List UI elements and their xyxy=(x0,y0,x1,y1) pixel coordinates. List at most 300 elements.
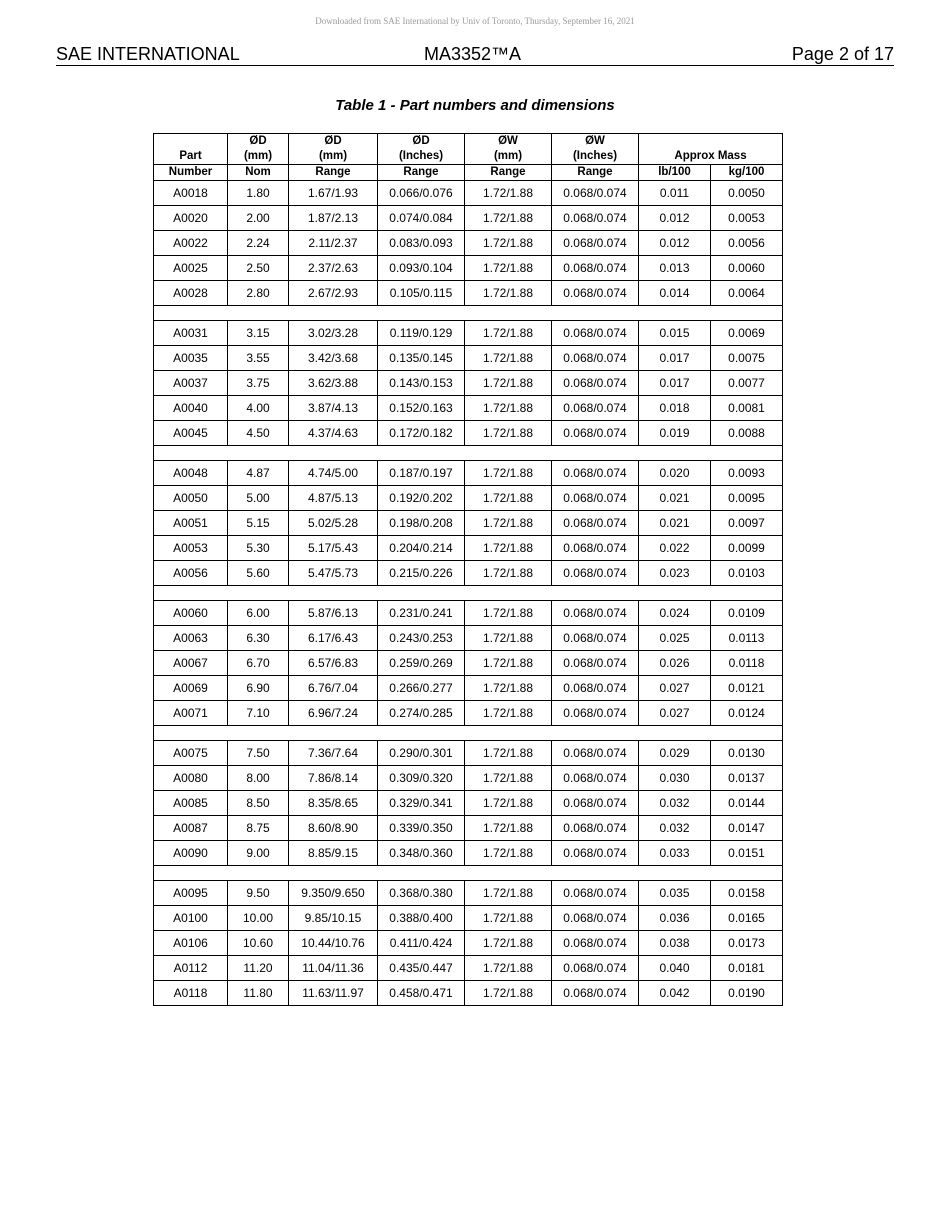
header-org: SAE INTERNATIONAL xyxy=(56,44,240,64)
mass-kg: 0.0050 xyxy=(711,181,783,206)
ow-range-in: 0.068/0.074 xyxy=(552,791,639,816)
mass-lb: 0.017 xyxy=(639,371,711,396)
download-watermark: Downloaded from SAE International by Univ of Toronto, Thursday, September 16, 2021 xyxy=(315,16,635,26)
table-row xyxy=(154,931,783,956)
od-range-in: 0.231/0.241 xyxy=(378,601,465,626)
od-nom: 2.00 xyxy=(228,206,289,231)
mass-lb: 0.018 xyxy=(639,396,711,421)
ow-range-mm: 1.72/1.88 xyxy=(465,281,552,306)
group-spacer-row xyxy=(154,586,783,601)
mass-kg: 0.0093 xyxy=(711,461,783,486)
ow-range-mm: 1.72/1.88 xyxy=(465,461,552,486)
mass-lb: 0.032 xyxy=(639,816,711,841)
ow-range-mm: 1.72/1.88 xyxy=(465,231,552,256)
ow-range-in: 0.068/0.074 xyxy=(552,906,639,931)
od-range-mm: 5.87/6.13 xyxy=(289,601,378,626)
table-row xyxy=(154,486,783,511)
part-number: A0095 xyxy=(154,881,228,906)
header-lb-per-100: lb/100 xyxy=(639,165,711,181)
table-row xyxy=(154,651,783,676)
od-range-in: 0.215/0.226 xyxy=(378,561,465,586)
od-nom: 5.60 xyxy=(228,561,289,586)
table-row xyxy=(154,741,783,766)
od-range-in: 0.119/0.129 xyxy=(378,321,465,346)
ow-range-in: 0.068/0.074 xyxy=(552,231,639,256)
od-nom: 8.00 xyxy=(228,766,289,791)
header-od-range-mm: ØD (mm) xyxy=(289,134,378,165)
table-row xyxy=(154,181,783,206)
mass-kg: 0.0165 xyxy=(711,906,783,931)
od-nom: 4.00 xyxy=(228,396,289,421)
od-range-in: 0.274/0.285 xyxy=(378,701,465,726)
mass-kg: 0.0151 xyxy=(711,841,783,866)
mass-lb: 0.027 xyxy=(639,701,711,726)
part-number: A0106 xyxy=(154,931,228,956)
od-nom: 8.75 xyxy=(228,816,289,841)
ow-range-in: 0.068/0.074 xyxy=(552,256,639,281)
ow-range-in: 0.068/0.074 xyxy=(552,956,639,981)
spacer-cell xyxy=(154,306,783,321)
mass-kg: 0.0130 xyxy=(711,741,783,766)
od-nom: 5.30 xyxy=(228,536,289,561)
od-nom: 6.70 xyxy=(228,651,289,676)
mass-kg: 0.0099 xyxy=(711,536,783,561)
od-range-mm: 7.36/7.64 xyxy=(289,741,378,766)
ow-range-mm: 1.72/1.88 xyxy=(465,511,552,536)
part-number: A0040 xyxy=(154,396,228,421)
ow-range-in: 0.068/0.074 xyxy=(552,741,639,766)
od-range-mm: 9.350/9.650 xyxy=(289,881,378,906)
table-row xyxy=(154,321,783,346)
ow-range-in: 0.068/0.074 xyxy=(552,511,639,536)
mass-lb: 0.040 xyxy=(639,956,711,981)
ow-range-in: 0.068/0.074 xyxy=(552,561,639,586)
mass-lb: 0.027 xyxy=(639,676,711,701)
od-range-in: 0.143/0.153 xyxy=(378,371,465,396)
od-range-mm: 9.85/10.15 xyxy=(289,906,378,931)
od-range-mm: 1.67/1.93 xyxy=(289,181,378,206)
od-range-in: 0.093/0.104 xyxy=(378,256,465,281)
ow-range-in: 0.068/0.074 xyxy=(552,841,639,866)
ow-range-in: 0.068/0.074 xyxy=(552,346,639,371)
od-range-mm: 4.37/4.63 xyxy=(289,421,378,446)
ow-range-mm: 1.72/1.88 xyxy=(465,701,552,726)
ow-range-mm: 1.72/1.88 xyxy=(465,816,552,841)
group-spacer-row xyxy=(154,446,783,461)
od-nom: 8.50 xyxy=(228,791,289,816)
mass-kg: 0.0056 xyxy=(711,231,783,256)
ow-range-in: 0.068/0.074 xyxy=(552,881,639,906)
mass-lb: 0.021 xyxy=(639,511,711,536)
mass-lb: 0.032 xyxy=(639,791,711,816)
ow-range-in: 0.068/0.074 xyxy=(552,281,639,306)
part-number: A0050 xyxy=(154,486,228,511)
ow-range-mm: 1.72/1.88 xyxy=(465,981,552,1006)
od-range-in: 0.309/0.320 xyxy=(378,766,465,791)
ow-range-mm: 1.72/1.88 xyxy=(465,651,552,676)
part-number: A0087 xyxy=(154,816,228,841)
table-row xyxy=(154,841,783,866)
ow-range-mm: 1.72/1.88 xyxy=(465,486,552,511)
mass-lb: 0.036 xyxy=(639,906,711,931)
table-row xyxy=(154,461,783,486)
ow-range-mm: 1.72/1.88 xyxy=(465,396,552,421)
od-range-mm: 3.62/3.88 xyxy=(289,371,378,396)
od-range-in: 0.105/0.115 xyxy=(378,281,465,306)
od-range-mm: 4.74/5.00 xyxy=(289,461,378,486)
mass-kg: 0.0103 xyxy=(711,561,783,586)
mass-lb: 0.013 xyxy=(639,256,711,281)
mass-kg: 0.0121 xyxy=(711,676,783,701)
od-range-in: 0.074/0.084 xyxy=(378,206,465,231)
od-range-mm: 11.04/11.36 xyxy=(289,956,378,981)
ow-range-mm: 1.72/1.88 xyxy=(465,881,552,906)
spacer-cell xyxy=(154,726,783,741)
table-row xyxy=(154,906,783,931)
ow-range-in: 0.068/0.074 xyxy=(552,321,639,346)
od-nom: 10.00 xyxy=(228,906,289,931)
mass-kg: 0.0053 xyxy=(711,206,783,231)
od-range-mm: 3.02/3.28 xyxy=(289,321,378,346)
od-nom: 11.80 xyxy=(228,981,289,1006)
od-nom: 3.15 xyxy=(228,321,289,346)
ow-range-in: 0.068/0.074 xyxy=(552,676,639,701)
table-row xyxy=(154,701,783,726)
od-nom: 10.60 xyxy=(228,931,289,956)
od-range-mm: 5.17/5.43 xyxy=(289,536,378,561)
od-range-mm: 1.87/2.13 xyxy=(289,206,378,231)
od-range-in: 0.187/0.197 xyxy=(378,461,465,486)
od-range-in: 0.388/0.400 xyxy=(378,906,465,931)
part-number: A0069 xyxy=(154,676,228,701)
od-range-in: 0.152/0.163 xyxy=(378,396,465,421)
table-row xyxy=(154,396,783,421)
mass-lb: 0.012 xyxy=(639,206,711,231)
ow-range-mm: 1.72/1.88 xyxy=(465,561,552,586)
ow-range-mm: 1.72/1.88 xyxy=(465,206,552,231)
header-od-range-in: ØD (Inches) xyxy=(378,134,465,165)
ow-range-in: 0.068/0.074 xyxy=(552,701,639,726)
od-range-mm: 2.67/2.93 xyxy=(289,281,378,306)
header-kg-per-100: kg/100 xyxy=(711,165,783,181)
od-nom: 4.50 xyxy=(228,421,289,446)
od-nom: 1.80 xyxy=(228,181,289,206)
mass-lb: 0.035 xyxy=(639,881,711,906)
ow-range-in: 0.068/0.074 xyxy=(552,486,639,511)
od-range-in: 0.368/0.380 xyxy=(378,881,465,906)
header-range: Range xyxy=(289,165,378,181)
od-range-in: 0.204/0.214 xyxy=(378,536,465,561)
group-spacer-row xyxy=(154,866,783,881)
od-range-mm: 2.37/2.63 xyxy=(289,256,378,281)
od-nom: 2.80 xyxy=(228,281,289,306)
ow-range-mm: 1.72/1.88 xyxy=(465,421,552,446)
mass-kg: 0.0190 xyxy=(711,981,783,1006)
group-spacer-row xyxy=(154,306,783,321)
ow-range-mm: 1.72/1.88 xyxy=(465,841,552,866)
od-nom: 6.30 xyxy=(228,626,289,651)
ow-range-mm: 1.72/1.88 xyxy=(465,321,552,346)
mass-kg: 0.0095 xyxy=(711,486,783,511)
mass-lb: 0.015 xyxy=(639,321,711,346)
header-range: Range xyxy=(465,165,552,181)
part-number: A0020 xyxy=(154,206,228,231)
ow-range-in: 0.068/0.074 xyxy=(552,626,639,651)
header-part: Part xyxy=(154,134,228,165)
header-ow-range-mm: ØW (mm) xyxy=(465,134,552,165)
parts-table xyxy=(153,133,783,1006)
table-header-row-bottom xyxy=(154,165,783,181)
table-row xyxy=(154,766,783,791)
part-number: A0051 xyxy=(154,511,228,536)
part-number: A0112 xyxy=(154,956,228,981)
od-range-in: 0.411/0.424 xyxy=(378,931,465,956)
od-nom: 5.00 xyxy=(228,486,289,511)
table-row xyxy=(154,626,783,651)
od-range-mm: 5.47/5.73 xyxy=(289,561,378,586)
mass-kg: 0.0147 xyxy=(711,816,783,841)
header-doc-id: MA3352™A xyxy=(424,44,522,64)
od-range-mm: 6.57/6.83 xyxy=(289,651,378,676)
mass-lb: 0.020 xyxy=(639,461,711,486)
mass-kg: 0.0158 xyxy=(711,881,783,906)
mass-lb: 0.011 xyxy=(639,181,711,206)
mass-lb: 0.042 xyxy=(639,981,711,1006)
mass-kg: 0.0109 xyxy=(711,601,783,626)
part-number: A0037 xyxy=(154,371,228,396)
part-number: A0028 xyxy=(154,281,228,306)
table-row xyxy=(154,816,783,841)
header-approx-mass: Approx Mass xyxy=(639,134,783,165)
od-nom: 6.90 xyxy=(228,676,289,701)
table-row xyxy=(154,601,783,626)
table-row xyxy=(154,956,783,981)
od-range-in: 0.243/0.253 xyxy=(378,626,465,651)
table-row xyxy=(154,421,783,446)
header-od-nom: ØD (mm) xyxy=(228,134,289,165)
mass-kg: 0.0064 xyxy=(711,281,783,306)
mass-lb: 0.026 xyxy=(639,651,711,676)
ow-range-mm: 1.72/1.88 xyxy=(465,676,552,701)
table-row xyxy=(154,281,783,306)
ow-range-mm: 1.72/1.88 xyxy=(465,626,552,651)
part-number: A0035 xyxy=(154,346,228,371)
od-range-mm: 3.87/4.13 xyxy=(289,396,378,421)
mass-kg: 0.0144 xyxy=(711,791,783,816)
od-nom: 5.15 xyxy=(228,511,289,536)
mass-lb: 0.029 xyxy=(639,741,711,766)
mass-lb: 0.014 xyxy=(639,281,711,306)
ow-range-in: 0.068/0.074 xyxy=(552,461,639,486)
ow-range-mm: 1.72/1.88 xyxy=(465,371,552,396)
table-row xyxy=(154,536,783,561)
ow-range-mm: 1.72/1.88 xyxy=(465,956,552,981)
spacer-cell xyxy=(154,586,783,601)
od-nom: 9.00 xyxy=(228,841,289,866)
ow-range-mm: 1.72/1.88 xyxy=(465,931,552,956)
header-range: Range xyxy=(378,165,465,181)
mass-kg: 0.0173 xyxy=(711,931,783,956)
mass-kg: 0.0077 xyxy=(711,371,783,396)
part-number: A0080 xyxy=(154,766,228,791)
part-number: A0085 xyxy=(154,791,228,816)
part-number: A0100 xyxy=(154,906,228,931)
part-number: A0048 xyxy=(154,461,228,486)
od-range-mm: 4.87/5.13 xyxy=(289,486,378,511)
mass-lb: 0.019 xyxy=(639,421,711,446)
od-range-mm: 10.44/10.76 xyxy=(289,931,378,956)
od-nom: 7.50 xyxy=(228,741,289,766)
od-range-in: 0.290/0.301 xyxy=(378,741,465,766)
mass-kg: 0.0069 xyxy=(711,321,783,346)
table-caption: Table 1 - Part numbers and dimensions xyxy=(335,97,615,114)
part-number: A0067 xyxy=(154,651,228,676)
mass-kg: 0.0060 xyxy=(711,256,783,281)
od-nom: 6.00 xyxy=(228,601,289,626)
mass-kg: 0.0097 xyxy=(711,511,783,536)
header-page-number: Page 2 of 17 xyxy=(791,44,894,64)
od-nom: 4.87 xyxy=(228,461,289,486)
ow-range-in: 0.068/0.074 xyxy=(552,536,639,561)
table-row xyxy=(154,371,783,396)
ow-range-in: 0.068/0.074 xyxy=(552,206,639,231)
od-range-in: 0.192/0.202 xyxy=(378,486,465,511)
od-range-mm: 2.11/2.37 xyxy=(289,231,378,256)
ow-range-in: 0.068/0.074 xyxy=(552,766,639,791)
ow-range-in: 0.068/0.074 xyxy=(552,931,639,956)
ow-range-in: 0.068/0.074 xyxy=(552,816,639,841)
od-range-mm: 6.17/6.43 xyxy=(289,626,378,651)
od-range-mm: 3.42/3.68 xyxy=(289,346,378,371)
ow-range-in: 0.068/0.074 xyxy=(552,981,639,1006)
parts-table-body xyxy=(154,181,783,1006)
ow-range-in: 0.068/0.074 xyxy=(552,371,639,396)
ow-range-mm: 1.72/1.88 xyxy=(465,346,552,371)
od-range-mm: 8.35/8.65 xyxy=(289,791,378,816)
part-number: A0060 xyxy=(154,601,228,626)
mass-kg: 0.0137 xyxy=(711,766,783,791)
ow-range-mm: 1.72/1.88 xyxy=(465,741,552,766)
spacer-cell xyxy=(154,866,783,881)
od-range-mm: 5.02/5.28 xyxy=(289,511,378,536)
table-row xyxy=(154,256,783,281)
table-row xyxy=(154,881,783,906)
od-nom: 3.55 xyxy=(228,346,289,371)
ow-range-mm: 1.72/1.88 xyxy=(465,181,552,206)
od-range-in: 0.435/0.447 xyxy=(378,956,465,981)
od-range-mm: 8.60/8.90 xyxy=(289,816,378,841)
mass-kg: 0.0118 xyxy=(711,651,783,676)
od-range-in: 0.083/0.093 xyxy=(378,231,465,256)
od-range-mm: 11.63/11.97 xyxy=(289,981,378,1006)
part-number: A0031 xyxy=(154,321,228,346)
part-number: A0022 xyxy=(154,231,228,256)
part-number: A0090 xyxy=(154,841,228,866)
header-range: Range xyxy=(552,165,639,181)
table-row xyxy=(154,981,783,1006)
ow-range-mm: 1.72/1.88 xyxy=(465,601,552,626)
header-number: Number xyxy=(154,165,228,181)
od-range-mm: 6.76/7.04 xyxy=(289,676,378,701)
part-number: A0063 xyxy=(154,626,228,651)
mass-lb: 0.022 xyxy=(639,536,711,561)
ow-range-mm: 1.72/1.88 xyxy=(465,766,552,791)
table-row xyxy=(154,206,783,231)
part-number: A0056 xyxy=(154,561,228,586)
ow-range-mm: 1.72/1.88 xyxy=(465,536,552,561)
part-number: A0045 xyxy=(154,421,228,446)
part-number: A0025 xyxy=(154,256,228,281)
ow-range-in: 0.068/0.074 xyxy=(552,601,639,626)
od-range-in: 0.329/0.341 xyxy=(378,791,465,816)
page-header xyxy=(56,44,894,66)
spacer-cell xyxy=(154,446,783,461)
header-nom: Nom xyxy=(228,165,289,181)
mass-lb: 0.033 xyxy=(639,841,711,866)
od-range-in: 0.458/0.471 xyxy=(378,981,465,1006)
od-range-in: 0.066/0.076 xyxy=(378,181,465,206)
od-nom: 9.50 xyxy=(228,881,289,906)
mass-kg: 0.0113 xyxy=(711,626,783,651)
table-row xyxy=(154,511,783,536)
od-nom: 2.50 xyxy=(228,256,289,281)
table-row xyxy=(154,561,783,586)
mass-lb: 0.023 xyxy=(639,561,711,586)
od-range-in: 0.266/0.277 xyxy=(378,676,465,701)
part-number: A0075 xyxy=(154,741,228,766)
mass-lb: 0.012 xyxy=(639,231,711,256)
mass-lb: 0.025 xyxy=(639,626,711,651)
mass-lb: 0.030 xyxy=(639,766,711,791)
mass-kg: 0.0088 xyxy=(711,421,783,446)
od-range-in: 0.198/0.208 xyxy=(378,511,465,536)
header-ow-range-in: ØW (Inches) xyxy=(552,134,639,165)
table-row xyxy=(154,791,783,816)
table-row xyxy=(154,231,783,256)
ow-range-mm: 1.72/1.88 xyxy=(465,906,552,931)
od-range-mm: 8.85/9.15 xyxy=(289,841,378,866)
table-row xyxy=(154,676,783,701)
ow-range-in: 0.068/0.074 xyxy=(552,181,639,206)
od-range-in: 0.348/0.360 xyxy=(378,841,465,866)
part-number: A0071 xyxy=(154,701,228,726)
mass-lb: 0.017 xyxy=(639,346,711,371)
mass-kg: 0.0124 xyxy=(711,701,783,726)
od-range-mm: 6.96/7.24 xyxy=(289,701,378,726)
mass-lb: 0.021 xyxy=(639,486,711,511)
ow-range-mm: 1.72/1.88 xyxy=(465,256,552,281)
od-nom: 7.10 xyxy=(228,701,289,726)
table-header-row-top xyxy=(154,134,783,165)
group-spacer-row xyxy=(154,726,783,741)
ow-range-in: 0.068/0.074 xyxy=(552,421,639,446)
part-number: A0118 xyxy=(154,981,228,1006)
table-row xyxy=(154,346,783,371)
mass-lb: 0.024 xyxy=(639,601,711,626)
od-nom: 11.20 xyxy=(228,956,289,981)
mass-kg: 0.0075 xyxy=(711,346,783,371)
ow-range-in: 0.068/0.074 xyxy=(552,396,639,421)
od-nom: 3.75 xyxy=(228,371,289,396)
od-range-in: 0.172/0.182 xyxy=(378,421,465,446)
od-range-in: 0.339/0.350 xyxy=(378,816,465,841)
part-number: A0018 xyxy=(154,181,228,206)
od-range-in: 0.135/0.145 xyxy=(378,346,465,371)
mass-lb: 0.038 xyxy=(639,931,711,956)
od-range-in: 0.259/0.269 xyxy=(378,651,465,676)
ow-range-in: 0.068/0.074 xyxy=(552,651,639,676)
mass-kg: 0.0181 xyxy=(711,956,783,981)
